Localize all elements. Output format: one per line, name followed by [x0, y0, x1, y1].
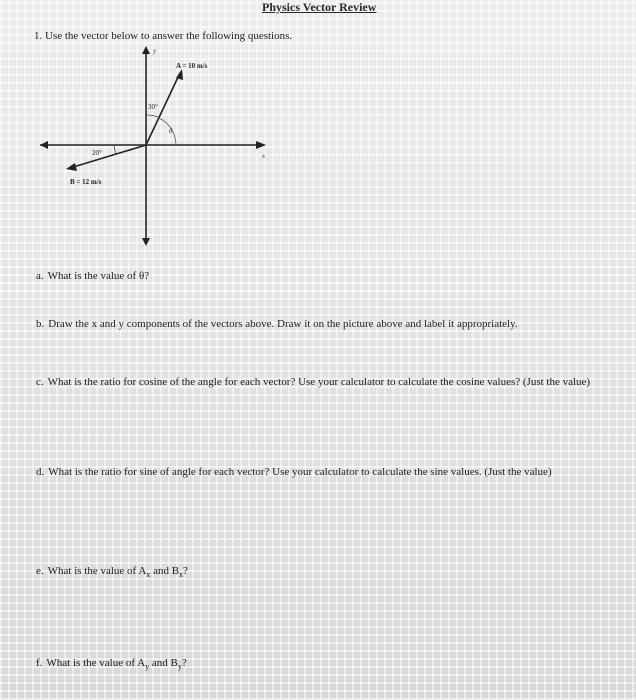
part-b-label: b. [36, 318, 45, 330]
theta-label: θ [169, 127, 173, 135]
part-e-sub-2: x [179, 570, 184, 580]
y-axis-top-arrow [142, 46, 150, 54]
angle-b-label: 20° [92, 149, 102, 157]
vector-b-label: B = 12 m/s [70, 178, 102, 186]
part-b [36, 318, 576, 331]
part-f-text-suffix: ? [181, 657, 187, 669]
part-e-label: e. [36, 565, 44, 577]
part-f-sub-2: y [177, 662, 182, 672]
part-e-text-prefix: What is the value of A [47, 565, 147, 577]
x-axis-left-arrow [40, 141, 48, 149]
part-b-text: Draw the x and y components of the vectors above. Draw it on the picture above and label it appropriately. [48, 318, 518, 330]
part-e-text-middle: and B [150, 565, 180, 577]
part-a [36, 270, 149, 283]
part-f-label: f. [36, 657, 43, 669]
part-c [36, 376, 596, 389]
angle-b-arc [114, 145, 116, 154]
theta-arc [159, 118, 176, 145]
y-axis-bottom-arrow [142, 238, 150, 246]
angle-a-label: 30° [148, 103, 158, 111]
part-a-label: a. [36, 270, 44, 282]
part-d-text: What is the ratio for sine of angle for each vector? Use your calculator to calculate the sine values. (Just the value) [48, 466, 552, 478]
angle-a-arc [146, 115, 158, 117]
part-d [36, 466, 616, 479]
vector-b-line [70, 145, 146, 168]
page-title: Physics Vector Review [262, 0, 377, 14]
part-a-text: What is the value of θ? [47, 270, 150, 282]
part-c-label: c. [36, 376, 44, 388]
part-f [36, 657, 187, 673]
part-f-text-prefix: What is the value of A [46, 657, 146, 669]
part-e-text-suffix: ? [183, 565, 188, 577]
vector-b-arrowhead [66, 163, 77, 171]
part-f-text-middle: and B [149, 657, 178, 669]
x-axis-label: x [262, 154, 265, 160]
y-axis-label: y [153, 47, 157, 55]
part-e [36, 565, 188, 581]
x-axis-right-arrow [256, 141, 266, 149]
vector-a-label: A = 10 m/s [176, 62, 208, 70]
part-c-text: What is the ratio for cosine of the angle for each vector? Use your calculator to calculate the cosine values? (Just the value) [47, 376, 591, 388]
part-f-sub-1: y [145, 662, 150, 672]
question-1-number: 1. [34, 30, 43, 42]
question-1-text: Use the vector below to answer the following questions. [45, 30, 293, 42]
part-e-sub-1: x [146, 570, 151, 580]
vector-diagram [30, 40, 280, 255]
part-d-label: d. [36, 466, 45, 478]
